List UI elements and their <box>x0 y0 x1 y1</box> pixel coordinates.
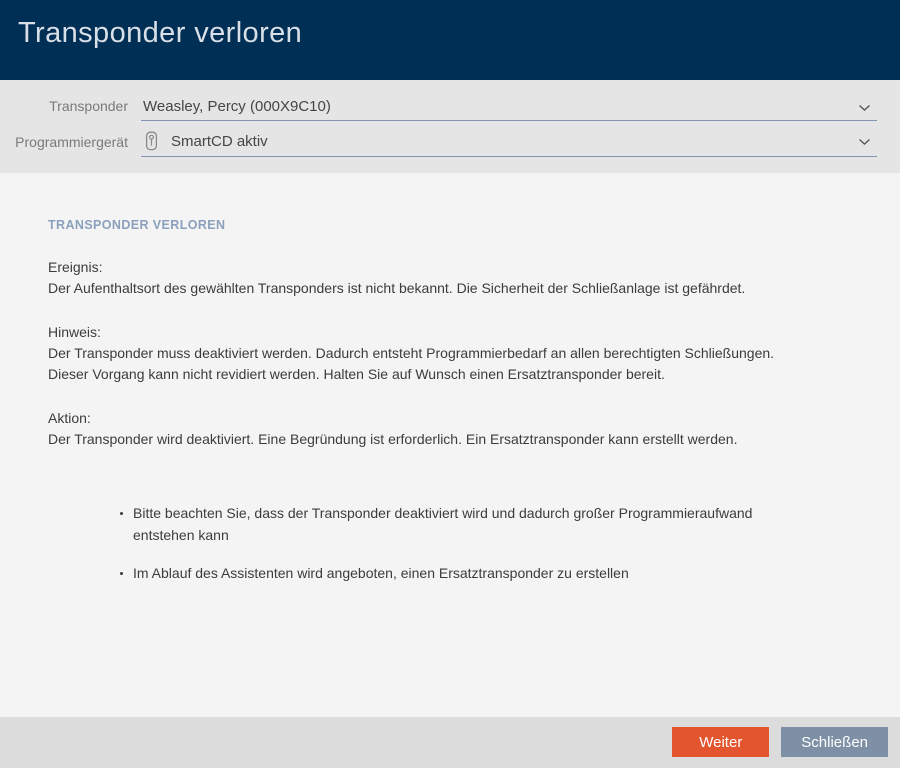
transponder-label: Transponder <box>49 98 128 114</box>
wizard-info-panel <box>0 173 900 717</box>
transponder-row <box>0 91 900 121</box>
transponder-combobox[interactable] <box>141 98 877 121</box>
event-section-text: Der Aufenthaltsort des gewählten Transponders ist nicht bekannt. Die Sicherheit der Schließanlage ist gefährdet. <box>48 280 746 296</box>
list-item <box>120 562 852 584</box>
list-item <box>120 502 852 546</box>
next-button[interactable]: Weiter <box>672 727 769 757</box>
transponder-device-icon <box>145 131 158 151</box>
note-section-text-line2: Dieser Vorgang kann nicht revidiert werden. Halten Sie auf Wunsch einen Ersatztransponder bereit. <box>48 366 665 382</box>
programming-device-row <box>0 127 900 157</box>
event-section-title: Ereignis: <box>48 259 103 275</box>
chevron-down-icon[interactable] <box>858 102 871 112</box>
selection-form <box>0 80 900 173</box>
hint-list <box>120 502 852 584</box>
hint-text: Bitte beachten Sie, dass der Transponder deaktiviert wird und dadurch großer Programmieraufwand entstehen kann <box>133 505 753 543</box>
note-section-title: Hinweis: <box>48 324 101 340</box>
chevron-down-icon[interactable] <box>858 136 871 146</box>
dialog-title: Transponder verloren <box>18 17 303 49</box>
panel-heading: TRANSPONDER VERLOREN <box>48 218 226 232</box>
hint-text: Im Ablauf des Assistenten wird angeboten, einen Ersatztransponder zu erstellen <box>133 565 629 581</box>
action-section-text: Der Transponder wird deaktiviert. Eine Begründung ist erforderlich. Ein Ersatztransponder kann erstellt werden. <box>48 431 738 447</box>
programming-device-combobox[interactable] <box>141 131 877 157</box>
bullet-icon <box>120 512 123 515</box>
note-section <box>48 322 852 385</box>
transponder-value: Weasley, Percy (000X9C10) <box>143 98 331 115</box>
programming-device-label: Programmiergerät <box>15 134 128 150</box>
note-section-text-line1: Der Transponder muss deaktiviert werden. Dadurch entsteht Programmierbedarf an allen berechtigten Schließungen. <box>48 345 775 361</box>
action-section-title: Aktion: <box>48 410 91 426</box>
dialog-footer <box>0 717 900 768</box>
event-section <box>48 257 852 299</box>
dialog-titlebar <box>0 0 900 80</box>
close-button[interactable]: Schließen <box>781 727 888 757</box>
programming-device-value: SmartCD aktiv <box>171 132 268 150</box>
action-section <box>48 408 852 450</box>
bullet-icon <box>120 572 123 575</box>
